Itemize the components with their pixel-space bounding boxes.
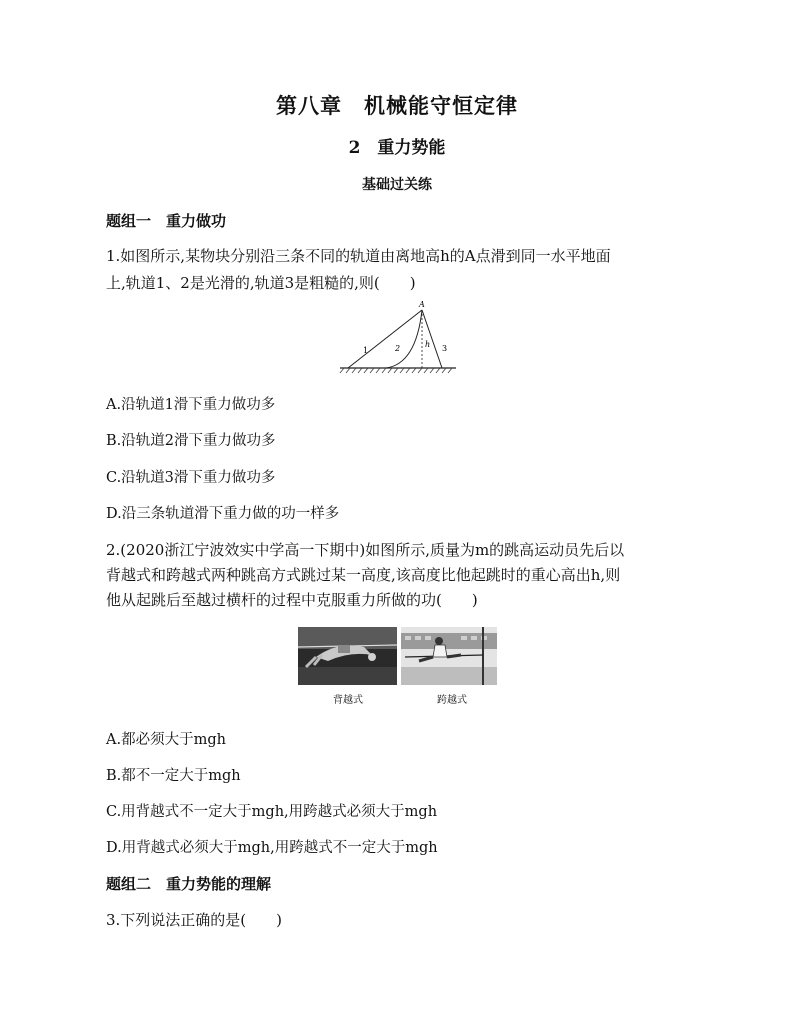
track-2-curve [386, 310, 422, 368]
group-1-title: 题组一 重力做功 [106, 212, 227, 230]
q1-option-c: C.沿轨道3滑下重力做功多 [106, 470, 276, 486]
caption-straddle: 跨越式 [437, 695, 467, 706]
chapter-title: 第八章 机械能守恒定律 [276, 93, 518, 118]
track-3-label: 3 [442, 344, 448, 353]
group-2-title: 题组二 重力势能的理解 [106, 875, 272, 893]
q2-stem-line3: 他从起跳后至越过横杆的过程中克服重力所做的功( ) [106, 591, 478, 609]
q2-option-b: B.都不一定大于mgh [106, 768, 241, 784]
q2-option-d: D.用背越式必须大于mgh,用跨越式不一定大于mgh [106, 840, 438, 856]
q1-option-d: D.沿三条轨道滑下重力做的功一样多 [106, 506, 340, 522]
section-title: 2 重力势能 [348, 138, 446, 158]
q3-stem-line1: 3.下列说法正确的是( ) [106, 911, 283, 929]
q2-stem-line1: 2.(2020浙江宁波效实中学高一下期中)如图所示,质量为m的跳高运动员先后以 [106, 541, 625, 559]
q1-stem-line1: 1.如图所示,某物块分别沿三条不同的轨道由离地高h的A点滑到同一水平地面 [106, 247, 611, 265]
straddle-jump-photo [401, 627, 497, 685]
track-1-line [348, 310, 422, 368]
caption-fosbury-flop: 背越式 [333, 695, 363, 706]
height-label: h [425, 340, 431, 349]
subsection-title: 基础过关练 [362, 177, 432, 193]
q1-option-b: B.沿轨道2滑下重力做功多 [106, 433, 276, 449]
q2-option-a: A.都必须大于mgh [106, 732, 226, 748]
point-a-label: A [419, 300, 425, 309]
fosbury-flop-photo [298, 627, 397, 685]
track-3-line [422, 310, 442, 368]
q1-track-diagram [338, 298, 458, 378]
track-2-label: 2 [395, 344, 401, 353]
q1-option-a: A.沿轨道1滑下重力做功多 [106, 397, 276, 413]
q1-stem-line2: 上,轨道1、2是光滑的,轨道3是粗糙的,则( ) [106, 274, 416, 292]
q2-option-c: C.用背越式不一定大于mgh,用跨越式必须大于mgh [106, 804, 438, 820]
q2-stem-line2: 背越式和跨越式两种跳高方式跳过某一高度,该高度比他起跳时的重心高出h,则 [106, 566, 621, 584]
track-1-label: 1 [363, 346, 369, 355]
